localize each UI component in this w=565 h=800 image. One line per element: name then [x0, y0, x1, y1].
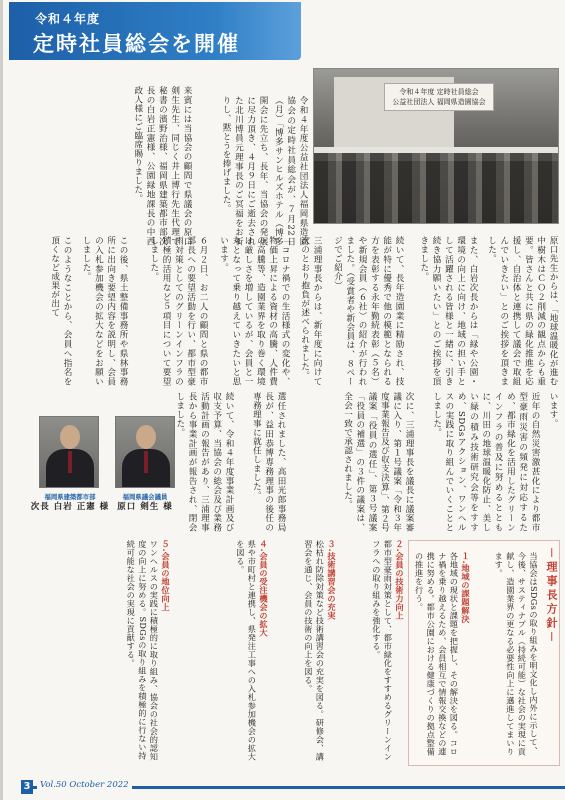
policy-item-3 — [271, 540, 337, 766]
policy-item-5-title: ５.会員の地位向上 — [161, 540, 171, 612]
portrait-tie — [68, 451, 72, 473]
portrait-head — [136, 425, 156, 449]
article-col-15: 選任されました、高田光郎事務局長が、益田恭博専務理事の後任の専務理事に就任しました。 — [251, 392, 286, 532]
article-col-6: 続いて、長年造園業に精励され、技能が特に優秀で他の模範となられる方を表彰する永年勤続表彰（５名）や新規会員（６社）の紹介が行われました。（受賞者や新会員は、８ページでご紹介） — [332, 236, 404, 386]
policy-item-3-title: ３.技術講習会の充実 — [327, 540, 337, 620]
article-col-1: 令和４年度公益社団法人福岡県造園協会の定時社員総会が、７月22日（月）「博多サンヒルズホテル（博多 — [273, 96, 308, 246]
photo-banner-line2: 公益社団法人 福岡県造園協会 — [392, 98, 486, 106]
photo-banner — [384, 83, 494, 111]
policy-item-4-body: 県や市町村と連携し、県発注工事への入札参加機会の拡大を図る。 — [235, 540, 258, 761]
policy-item-1-title: １.地域の課題解決 — [461, 552, 471, 624]
page-title: 定時社員総会を開催 — [33, 32, 240, 56]
article-col-8: 「コロナ禍での生活様式の変化や、物価上昇による資材の高騰、人件費の高騰等、造園業界を取り巻く環境は厳しさを増しているが、会員と一丸となって乗り越えていきたいと思います。 — [218, 236, 290, 386]
footer — [3, 778, 565, 800]
policy-item-4 — [173, 540, 269, 766]
article-col-12: います。 — [548, 392, 558, 428]
policy-item-2 — [339, 540, 405, 766]
portrait-tie — [144, 451, 148, 473]
policy-heading: －理事長方針－ — [545, 547, 558, 645]
meeting-photo — [313, 68, 559, 224]
portrait-shiraiwa — [39, 416, 99, 488]
caption-right-role: 福岡県議会議員 — [122, 493, 168, 501]
caption-left-role: 福岡県建築都市部 — [44, 493, 96, 501]
policy-item-3-body: 松枯れ防除対策など技術講習会の充実を図る。研修会、講習会を通じ、会員の技術の向上を図る。 — [303, 540, 326, 761]
caption-left — [29, 492, 111, 512]
audience — [314, 153, 559, 223]
policy-item-1-body: 各地域の現状と課題を把握し、その解決を図る。コロナ禍を乗り越えるため、会員相互で情報交換などの連携に努める。都市公園における健康づくりの拠点整備の推進を行う。 — [414, 552, 460, 756]
caption-right — [109, 492, 181, 512]
article-col-5: また、白岩次長からは「緑や公園・環境の向上に向け、地域の担い手として活躍される皆様と一緒に、引き続き協力願いたい」とのご挨拶を頂きました。 — [418, 236, 478, 386]
article-col-9: ６月２日、お二人の顧問と県の都市部長への要望活動を行い、都市型豪雨対策としてのグリーンインフラの積極的活用など５項目について要望しました。 — [148, 236, 208, 386]
policy-heading-text: 理事長方針 — [545, 561, 558, 631]
article-col-10: この後、県土整備事務所や県林事務所に出向き要望内容を説明し、会員の入札参加機会の拡大などをお願いしました。 — [81, 236, 128, 386]
caption-right-name: 原口 剣生 様 — [117, 502, 173, 512]
header-banner — [9, 2, 301, 60]
article-col-14: 次に、三浦理事長を議長に議案審議に入り、第１号議案「令和３年度事業報告及び収支決算」、第２号議案「役員の選任」、第３号議案「役員の補選」の３件の議案は、全会一致で承認されました。 — [342, 392, 414, 532]
article-col-4: 原口先生からは、「地球温暖化が進む中樹木はＣＯ２削減の観点からも重要。皆さんと共に県の緑化推進を応援し、自治体と連携して議会で取組んでいきたい」とのご挨拶を頂きました。 — [486, 236, 558, 386]
policy-item-5 — [33, 540, 171, 766]
portrait-head — [60, 425, 80, 449]
header-subtitle: 令和４年度 — [35, 12, 101, 26]
article-col-3: 来賓には当協会の顧問で県議会の原口剣生先生、同じく井上博行先生代理で秘書の濱野治様、福岡県建築都市部次長の白岩正憲様、公園緑地課長の中西政人様にご臨席賜りました。 — [132, 86, 192, 246]
article-col-16: 続いて、令和４年度事業計画及び収支予算、当協会の総会及び業務活動計画の報告があり、三浦理事長から事業計画が報告され、閉会しました。 — [175, 392, 234, 532]
policy-item-1 — [413, 552, 471, 758]
article-col-2: 開会に先立ち、長年、当協会の発展に尽力頂き、４月９日にご逝去された北川博員元理事長のご冥福をお祈りし、黙とうを捧げました。 — [221, 96, 268, 246]
caption-left-name: 次長 白岩 正憲 様 — [30, 502, 110, 512]
article-col-13: 近年の自然災害激甚化により都市型豪雨災害の頻発に対応するため、都市緑化を活用したグリーンインフラの普及に努めるとともに、川田の地球温暖化防止、美しい緑の積み技術研究会等をすすめ、SDGsアクション、ワンヘルスの実践に取り組んでいくこととしました。 — [431, 392, 540, 532]
policy-item-5-body: ワンヘルスの実践に積極的に取り組み、協会の社会的認知度の向上に努める。SDGsの取り組みを積極的に行ない持続可能な社会の実現に貢献する。 — [126, 540, 160, 761]
policy-intro: 当協会はSDGsの取り組みを明文化し内外に示して、今後、サスティナブル（持続可能）な社会の実現に貢献し、造園業界の更なる必要性向上に邁進してまいります。 — [494, 552, 539, 756]
page-number: 3 — [21, 780, 33, 794]
policy-item-2-body: 都市型豪雨対策として、都市緑化をすすめるグリーンインフラへの取り組みを強化する。 — [371, 540, 394, 761]
policy-item-4-title: ４.会員の受注機会の拡大 — [259, 540, 269, 637]
policy-item-2-title: ２.会員の技術力向上 — [395, 540, 405, 620]
volume-label: Vol.50 October 2022 — [37, 780, 132, 790]
portrait-haraguchi — [115, 416, 175, 488]
article-col-11: このようなことから、会員へ指名を頂くなど成果が出て — [49, 236, 72, 386]
photo-banner-line1: 令和４年度 定時社員総会 — [399, 88, 479, 96]
article-col-7: 三浦理事長からは、新年度に向けて次のとおり抱負が述べられました。 — [299, 236, 322, 386]
